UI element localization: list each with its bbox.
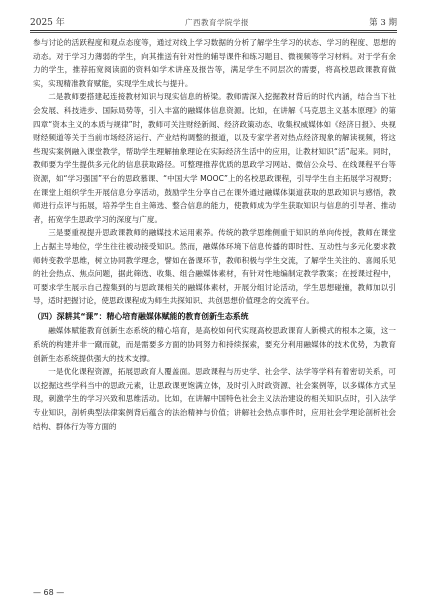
section-heading: （四）深耕其“课”：精心培育融媒体赋能的教育创新生态系统 [33,311,249,321]
body-paragraph-3: 三是要重视提升思政课教师的融媒技术运用素养。传统的教学思维侧重于知识的单向传授，教师在课堂上占据主导地位，学生往往被动接受知识。然而，融媒体环境下信息传播的即时性、互动性与多元化要求教师转变教学思维，树立协同教学理念，譬如在备课环节，教师积极与学生交流，了解学生关注的、喜闻乐见的社会热点、焦点问题，据此筛选、收集、组合融媒体素材，有针对性地编制定教学教案；在授课过程中，可要求学生展示自己搜集到的与思政课相关的融媒体素材，开展分组讨论活动，学生思想碰撞，教师加以引导，适时把握讨论，使思政课程成为师生共探知识、共创思想价值理念的交流平台。 [33,228,396,306]
header-rule-thin [30,32,397,33]
header-year: 2025 年 [30,18,65,28]
header-rule-thick [30,30,397,31]
body-paragraph-2: 二是教师要搭建起连接教材知识与现实信息的桥梁。教师需深入挖掘教材背后的时代内涵，结合当下社会发展、科技进步、国际局势等，引入丰富的融媒体信息资源。比如，在讲解《马克思主义基本原理》的第四章“资本主义的本质与规律”时，教师可关注财经新闻、经济政策动态、收集权威媒体如《经济日报》、央视财经频道等关于当前市场经济运行、产业结构调整的报道，以及专家学者对热点经济现象的解读视频，将这些现实案例融入课堂教学，帮助学生理解抽象理论在实际经济生活中的应用，让教材知识“活”起来。同时，教师要为学生提供多元化的信息获取路径。可整理推荐优质的思政学习网站、微信公众号、在线课程平台等资源，如“学习强国”平台的思政慕课、“中国大学 MOOC”上的名校思政课程，引导学生自主拓展学习视野；在课堂上组织学生开展信息分享活动，鼓励学生分享自己在课外通过融媒体渠道获取的思政知识与感悟，教师进行点评与拓展，培养学生自主筛选、整合信息的能力，使教师成为学生获取知识与信息的引导者、推动者，拓宽学生思政学习的深度与广度。 [33,92,396,224]
body-paragraph-5: 一是优化课程资源，拓展思政育人覆盖面。思政课程与历史学、社会学、法学等学科有着密切关系，可以挖掘这些学科当中的思政元素，让思政课更饱满立体，及时引入时政资源、社会案例等，以多媒体方式呈现，刺激学生的学习兴致和思维活动。比如，在讲解中国特色社会主义法治建设的相关知识点时，引入法学专业知识，剖析典型法律案例背后蕴含的法治精神与价值；讲解社会热点事件时，应用社会学理论剖析社会结构、群体行为等方面的 [33,367,396,431]
body-paragraph-1: 参与讨论的活跃程度和观点态度等，通过对线上学习数据的分析了解学生学习的状态、学习的程度、思想的动态。对于学习力薄弱的学生，向其推送有针对性的辅导课件和练习题目、微视频等学习材料。对于学有余力的学生，推荐拓宽阅读面的资料如学术讲座及报告等，满足学生不同层次的需要，将高校思政课教育做实，实现精准教育赋能，实现学生成长与提升。 [33,38,396,88]
page-number: — 68 — [33,588,65,597]
body-paragraph-4: 融媒体赋能教育创新生态系统的精心培育，是高校如何代实现高校思政课育人新模式的根本之策，这一系统的构建并非一蹴而就，而是需要多方面的协同努力和持续探索，要充分利用融媒体的技术优势，为教育创新生态系统提供强大的技术支撑。 [33,326,396,363]
header-issue: 第 3 期 [369,18,397,28]
article-body [33,36,396,433]
running-header [30,12,397,28]
header-journal-title: 广西教育学院学报 [184,18,249,27]
